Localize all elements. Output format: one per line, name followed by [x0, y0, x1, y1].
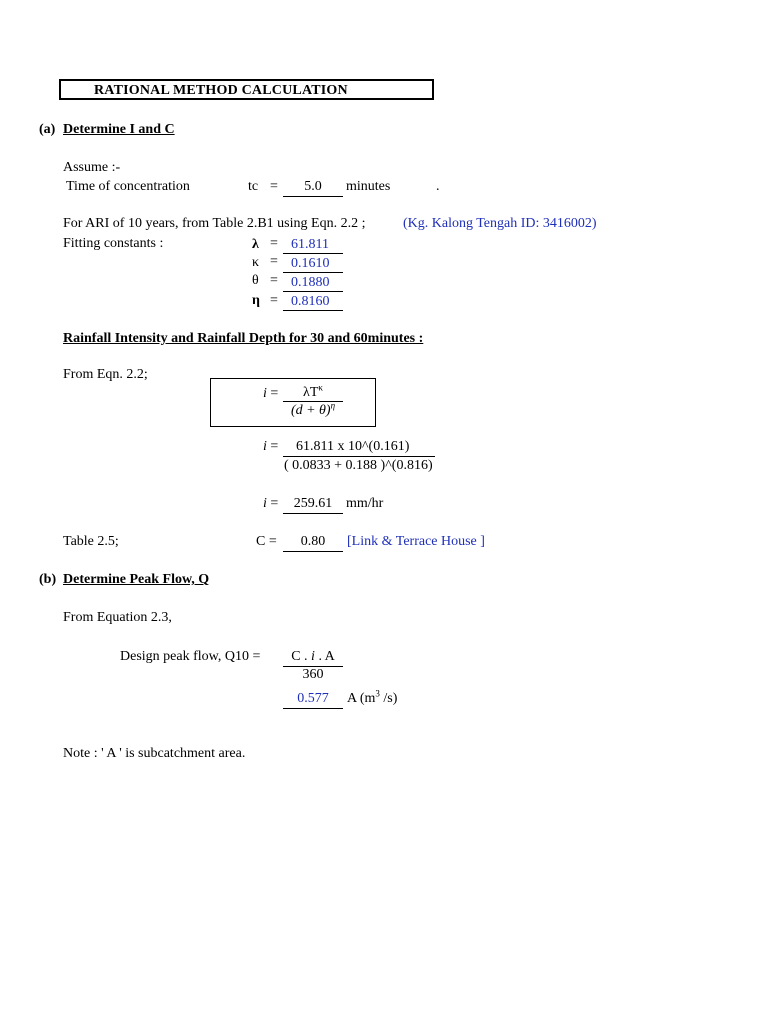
design-denominator: 360: [302, 667, 324, 682]
section-b-marker: (b): [39, 572, 57, 587]
section-a-heading: Determine I and C: [63, 122, 175, 137]
theta-symbol: θ: [252, 273, 259, 288]
theta-value: 0.1880: [291, 275, 330, 290]
result-underline: [283, 513, 343, 514]
theta-equals: =: [270, 273, 278, 288]
subst-denominator: ( 0.0833 + 0.188 )^(0.816): [284, 458, 433, 473]
section-a-marker: (a): [39, 122, 56, 137]
tc-label: Time of concentration: [66, 179, 190, 194]
lambda-underline: [283, 253, 343, 254]
note-text: Note : ' A ' is subcatchment area.: [63, 746, 246, 761]
design-unit: A ($m^3$ /s): [347, 688, 398, 706]
result-i-label: i =: [263, 496, 279, 511]
kappa-value: 0.1610: [291, 256, 330, 271]
tc-value-underline: [283, 196, 343, 197]
kappa-underline: [283, 272, 343, 273]
ari-text: For ARI of 10 years, from Table 2.B1 using Eqn. 2.2 ;: [63, 216, 366, 231]
tc-unit: minutes: [346, 179, 391, 194]
design-numerator: C . i . A: [291, 649, 335, 664]
c-note: [Link & Terrace House ]: [347, 534, 485, 549]
fitting-label: Fitting constants :: [63, 236, 164, 251]
tc-symbol: tc: [248, 179, 259, 194]
subst-i-label: i =: [263, 439, 279, 454]
c-underline: [283, 551, 343, 552]
from-eqn-label: From Eqn. 2.2;: [63, 367, 148, 382]
ari-station: (Kg. Kalong Tengah ID: 3416002): [403, 216, 597, 231]
design-value: 0.577: [297, 691, 329, 706]
subst-numerator: 61.811 x 10^(0.161): [296, 439, 410, 454]
result-unit: mm/hr: [346, 496, 384, 511]
formula-denominator: $(d + \theta)^\eta$: [290, 400, 336, 418]
tc-value: 5.0: [304, 179, 322, 194]
design-label: Design peak flow, Q10 =: [120, 649, 261, 664]
lambda-value: 61.811: [291, 237, 329, 252]
c-value: 0.80: [300, 534, 326, 549]
result-i-value: 259.61: [293, 496, 333, 511]
tc-dot: .: [436, 179, 440, 194]
subst-fraction-bar: [283, 456, 435, 457]
eta-equals: =: [270, 293, 278, 308]
formula-numerator: $\lambda T^\kappa$: [303, 382, 323, 400]
tc-equals: =: [270, 179, 278, 194]
from-eq23-label: From Equation 2.3,: [63, 610, 172, 625]
eta-symbol: η: [252, 293, 260, 308]
page-title: RATIONAL METHOD CALCULATION: [94, 83, 348, 98]
theta-underline: [283, 291, 343, 292]
lambda-symbol: λ: [252, 237, 259, 252]
eta-value: 0.8160: [291, 294, 330, 309]
eta-underline: [283, 310, 343, 311]
assume-label: Assume :-: [63, 160, 121, 175]
intensity-heading: Rainfall Intensity and Rainfall Depth for 30 and 60minutes :: [63, 331, 424, 346]
design-value-underline: [283, 708, 343, 709]
c-label: C =: [256, 534, 277, 549]
kappa-equals: =: [270, 254, 278, 269]
table25-label: Table 2.5;: [63, 534, 119, 549]
kappa-symbol: κ: [252, 255, 260, 270]
section-b-heading: Determine Peak Flow, Q: [63, 572, 210, 587]
formula-i-label: i =: [263, 386, 279, 401]
lambda-equals: =: [270, 236, 278, 251]
